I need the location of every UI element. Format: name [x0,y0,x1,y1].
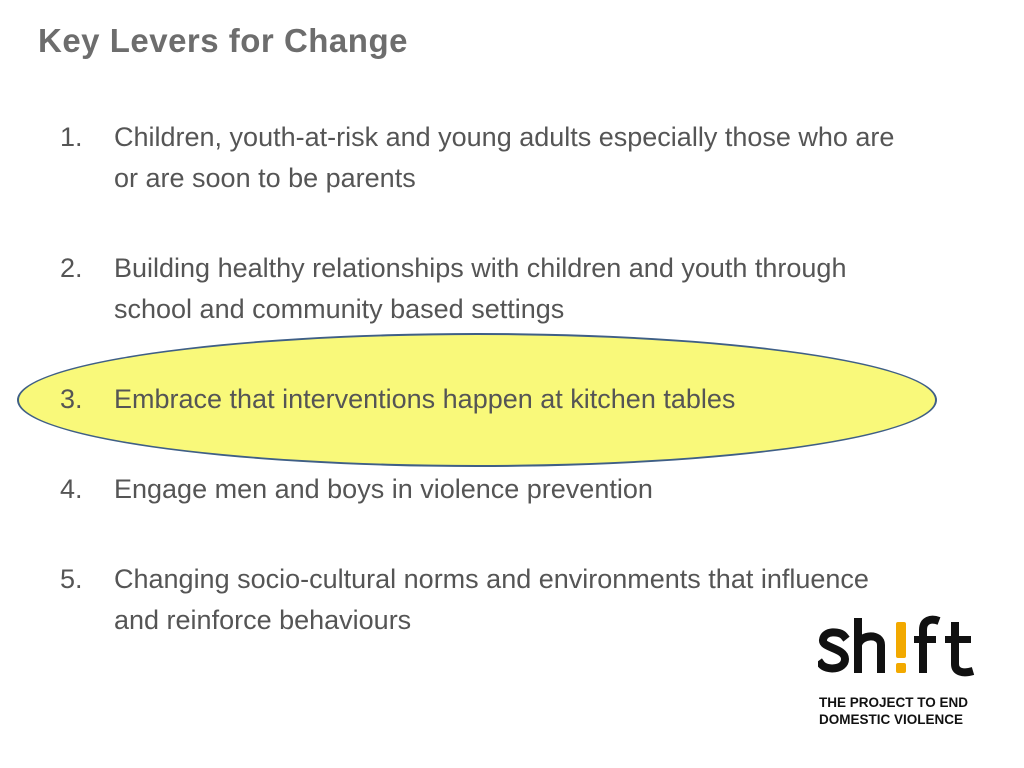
logo-letter-s [821,632,845,668]
logo-letter-t-bar [945,636,971,643]
list-item-5 [60,559,900,641]
list-item-number: 2. [60,253,83,283]
logo-letter-t-stem [955,622,973,672]
list-item-number: 1. [60,122,83,152]
logo-tagline-line2: DOMESTIC VIOLENCE [819,712,964,727]
list-item-number: 5. [60,564,83,594]
list-item-text: Changing socio-cultural norms and environments that influence and reinforce behaviours [114,564,869,635]
list-item-number: 4. [60,474,83,504]
list-item-text: Building healthy relationships with children and youth through school and community based settings [114,253,847,324]
list-item-text: Embrace that interventions happen at kitchen tables [114,384,736,414]
list-item-1 [60,117,900,199]
logo-tagline-line1: THE PROJECT TO END [819,695,969,710]
list-item-2 [60,248,900,330]
list-item-number: 3. [60,384,83,414]
list-item-3 [60,379,900,420]
logo-letter-f-bar [914,636,936,643]
shift-logo [818,612,988,732]
list-item-text: Engage men and boys in violence prevention [114,474,653,504]
logo-exclamation-dot [896,663,906,673]
logo-letter-f-stem [923,620,939,673]
slide-title: Key Levers for Change [38,22,408,59]
logo-exclamation-bar [896,622,906,658]
list-item-text: Children, youth-at-risk and young adults especially those who are or are soon to be parents [114,122,895,193]
list-item-4 [60,469,900,510]
shift-logo-graphic [818,612,988,732]
